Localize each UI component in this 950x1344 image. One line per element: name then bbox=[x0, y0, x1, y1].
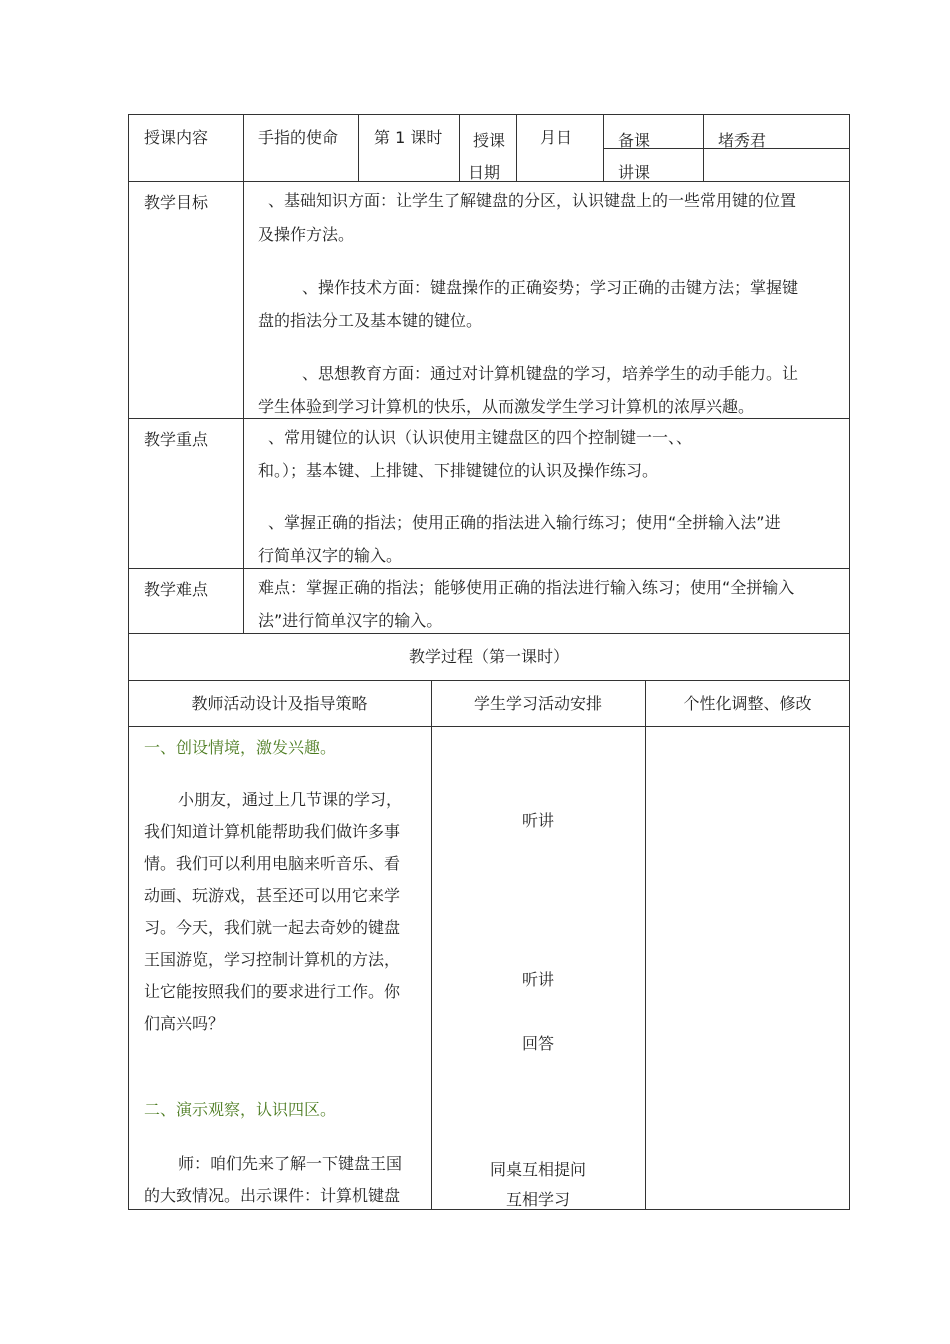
section1-line: 王国游览，学习控制计算机的方法， bbox=[144, 950, 401, 969]
col-divider-date-label bbox=[516, 114, 517, 182]
keypoints-line: 、掌握正确的指法；使用正确的指法进入输行练习；使用“全拼输入法”进 bbox=[268, 513, 781, 532]
col-adjust-header: 个性化调整、修改 bbox=[683, 694, 812, 713]
goals-line: 、基础知识方面：让学生了解键盘的分区，认识键盘上的一些常用键的位置 bbox=[268, 191, 797, 210]
row-divider-content bbox=[128, 726, 850, 727]
student-activity: 同桌互相提问 bbox=[489, 1160, 586, 1179]
keypoints-label: 教学重点 bbox=[144, 430, 209, 449]
student-activity: 回答 bbox=[521, 1034, 554, 1053]
section1-line: 小朋友，通过上几节课的学习， bbox=[178, 790, 403, 809]
difficulties-line: 难点：掌握正确的指法；能够使用正确的指法进行输入练习；使用“全拼输入 bbox=[258, 578, 795, 597]
section1-line: 动画、玩游戏，甚至还可以用它来学 bbox=[144, 886, 401, 905]
col-divider-label bbox=[243, 114, 244, 634]
col-student-header: 学生学习活动安排 bbox=[473, 694, 602, 713]
section1-line: 我们知道计算机能帮助我们做许多事 bbox=[144, 822, 401, 841]
teach-label: 讲课 bbox=[618, 163, 651, 182]
keypoints-line: 、常用键位的认识（认识使用主键盘区的四个控制键一一、、 bbox=[268, 428, 693, 447]
col-divider-period bbox=[459, 114, 460, 182]
student-activity: 听讲 bbox=[521, 970, 554, 989]
date-label-2: 日期 bbox=[468, 163, 501, 182]
teacher-name: 堵秀君 bbox=[718, 131, 767, 150]
keypoints-line: 和。）；基本键、上排键、下排键键位的认识及操作练习。 bbox=[258, 461, 659, 480]
prep-label: 备课 bbox=[618, 131, 651, 150]
difficulties-line: 法”进行简单汉字的输入。 bbox=[258, 611, 443, 630]
section2-title: 二、演示观察，认识四区。 bbox=[144, 1100, 337, 1119]
goals-line: 、思想教育方面：通过对计算机键盘的学习，培养学生的动手能力。让 bbox=[302, 364, 799, 383]
section1-title: 一、创设情境，激发兴趣。 bbox=[144, 738, 337, 757]
col-divider-date-value bbox=[603, 114, 604, 182]
row-divider-columns bbox=[128, 680, 850, 681]
col-divider-title bbox=[358, 114, 359, 182]
section1-line: 们高兴吗？ bbox=[144, 1014, 225, 1033]
goals-line: 、操作技术方面：键盘操作的正确姿势；学习正确的击键方法；掌握键 bbox=[302, 278, 799, 297]
row-divider-keypoints bbox=[128, 418, 850, 419]
section2-line: 师：咱们先来了解一下键盘王国 bbox=[178, 1154, 403, 1173]
difficulties-label: 教学难点 bbox=[144, 580, 209, 599]
date-label-1: 授课 bbox=[473, 131, 506, 150]
table-border-top bbox=[128, 114, 850, 115]
goals-label: 教学目标 bbox=[144, 193, 209, 212]
goals-line: 及操作方法。 bbox=[258, 225, 355, 244]
section2-line: 的大致情况。出示课件：计算机键盘 bbox=[144, 1186, 401, 1205]
student-activity: 听讲 bbox=[521, 811, 554, 830]
process-title: 教学过程（第一课时） bbox=[408, 647, 569, 666]
section1-line: 让它能按照我们的要求进行工作。你 bbox=[144, 982, 401, 1001]
section1-line: 情。我们可以利用电脑来听音乐、看 bbox=[144, 854, 401, 873]
section1-line: 习。今天，我们就一起去奇妙的键盘 bbox=[144, 918, 401, 937]
goals-line: 学生体验到学习计算机的快乐，从而激发学生学习计算机的浓厚兴趣。 bbox=[258, 397, 755, 416]
lesson-period: 第 1 课时 bbox=[374, 128, 443, 147]
goals-line: 盘的指法分工及基本键的键位。 bbox=[258, 311, 483, 330]
lesson-title: 手指的使命 bbox=[258, 128, 339, 147]
label-content: 授课内容 bbox=[144, 128, 209, 147]
col-divider-adjust bbox=[645, 680, 646, 1210]
student-activity: 互相学习 bbox=[505, 1190, 570, 1209]
date-value: 月日 bbox=[540, 128, 573, 147]
col-divider-student bbox=[431, 680, 432, 1210]
row-divider-difficulties bbox=[128, 568, 850, 569]
col-teacher-header: 教师活动设计及指导策略 bbox=[191, 694, 368, 713]
col-divider-prep bbox=[703, 114, 704, 182]
row-divider-process bbox=[128, 633, 850, 634]
keypoints-line: 行简单汉字的输入。 bbox=[258, 546, 403, 565]
